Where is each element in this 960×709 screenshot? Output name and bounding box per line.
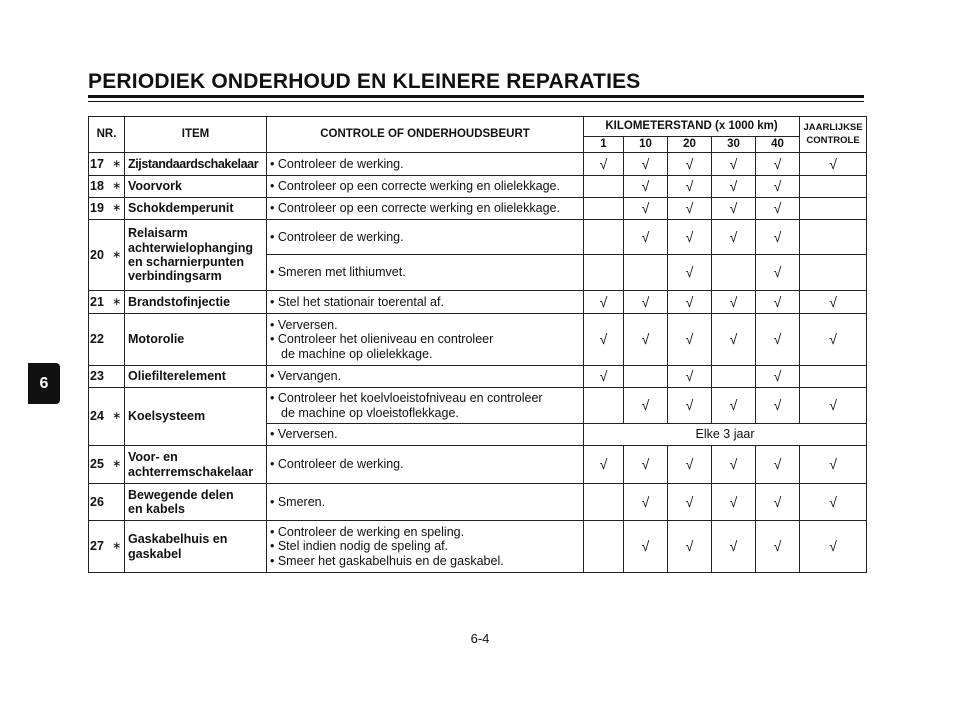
star-mark: ∗	[110, 220, 125, 291]
check-km-20: √	[668, 366, 712, 388]
check-km-30: √	[712, 314, 756, 366]
check-km-40: √	[756, 198, 800, 220]
header-km-1: 1	[584, 137, 624, 153]
check-annual: √	[800, 153, 867, 176]
check-km-10	[624, 255, 668, 291]
check-km-1	[584, 198, 624, 220]
action-text: • Controleer op een correcte werking en olielekkage.	[267, 198, 584, 220]
action-text: • Controleer op een correcte werking en olielekkage.	[267, 176, 584, 198]
check-km-30	[712, 255, 756, 291]
interval-text: Elke 3 jaar	[584, 424, 867, 446]
item-line: en kabels	[128, 502, 185, 516]
action-line: de machine op olielekkage.	[281, 346, 433, 361]
item-name	[125, 220, 267, 291]
header-annual	[800, 117, 867, 153]
check-km-40: √	[756, 220, 800, 255]
check-km-10: √	[624, 388, 668, 424]
star-mark: ∗	[110, 153, 125, 176]
check-km-1: √	[584, 366, 624, 388]
check-km-1	[584, 388, 624, 424]
item-name: Koelsysteem	[125, 388, 267, 446]
header-km-10: 10	[624, 137, 668, 153]
check-annual: √	[800, 484, 867, 521]
page-number: 6-4	[470, 631, 490, 646]
check-annual: √	[800, 446, 867, 484]
check-km-1	[584, 220, 624, 255]
star-mark: ∗	[110, 388, 125, 446]
item-name	[125, 521, 267, 573]
title-rule	[88, 95, 864, 98]
check-km-40: √	[756, 291, 800, 314]
check-km-1: √	[584, 314, 624, 366]
check-km-30: √	[712, 220, 756, 255]
table-row	[89, 521, 867, 573]
action-text: • Verversen.	[267, 424, 584, 446]
check-km-40: √	[756, 388, 800, 424]
item-name	[125, 446, 267, 484]
check-km-30: √	[712, 521, 756, 573]
item-line: Voor- en	[128, 450, 178, 465]
action-text: • Stel het stationair toerental af.	[267, 291, 584, 314]
star-mark: ∗	[110, 446, 125, 484]
check-km-20: √	[668, 255, 712, 291]
item-line: en scharnierpunten	[128, 255, 244, 269]
row-number: 25	[89, 446, 110, 484]
header-km-40: 40	[756, 137, 800, 153]
item-line: achterremschakelaar	[128, 464, 254, 479]
check-km-20: √	[668, 220, 712, 255]
item-name: Oliefilterelement	[125, 366, 267, 388]
item-name: Motorolie	[125, 314, 267, 366]
check-km-30: √	[712, 291, 756, 314]
check-km-10: √	[624, 521, 668, 573]
row-number: 21	[89, 291, 110, 314]
star-mark	[110, 314, 125, 366]
header-annual-line2: CONTROLE	[806, 134, 860, 146]
action-line: • Controleer de werking en speling.	[270, 524, 465, 539]
header-nr: NR.	[89, 117, 125, 153]
star-mark: ∗	[110, 198, 125, 220]
item-name: Schokdemperunit	[125, 198, 267, 220]
star-mark: ∗	[110, 291, 125, 314]
table-row	[89, 446, 867, 484]
star-mark: ∗	[110, 176, 125, 198]
check-km-30: √	[712, 484, 756, 521]
check-annual	[800, 198, 867, 220]
check-km-10	[624, 366, 668, 388]
action-text: • Smeren met lithiumvet.	[267, 255, 584, 291]
check-km-1: √	[584, 291, 624, 314]
check-km-20: √	[668, 176, 712, 198]
check-annual	[800, 366, 867, 388]
table-row	[89, 314, 867, 366]
check-annual	[800, 220, 867, 255]
chapter-tab[interactable]: 6	[28, 363, 60, 404]
check-km-1	[584, 176, 624, 198]
table-row	[89, 198, 867, 220]
check-annual: √	[800, 314, 867, 366]
page-title: PERIODIEK ONDERHOUD EN KLEINERE REPARATIES	[88, 70, 641, 93]
row-number: 23	[89, 366, 110, 388]
check-km-40: √	[756, 314, 800, 366]
item-line: Relaisarm	[128, 226, 188, 241]
action-text	[267, 388, 584, 424]
check-km-20: √	[668, 291, 712, 314]
check-km-40: √	[756, 521, 800, 573]
check-km-40: √	[756, 176, 800, 198]
action-text: • Smeren.	[267, 484, 584, 521]
maintenance-table	[88, 116, 867, 573]
check-km-10: √	[624, 484, 668, 521]
table-row	[89, 153, 867, 176]
star-mark	[110, 484, 125, 521]
check-km-20: √	[668, 198, 712, 220]
check-km-40: √	[756, 446, 800, 484]
item-name: Zijstandaardschakelaar	[125, 153, 267, 176]
action-text: • Controleer de werking.	[267, 153, 584, 176]
action-line: • Smeer het gaskabelhuis en de gaskabel.	[270, 553, 504, 568]
check-km-20: √	[668, 314, 712, 366]
check-km-30: √	[712, 176, 756, 198]
item-line: achterwielophanging	[128, 240, 254, 255]
check-km-10: √	[624, 153, 668, 176]
check-km-1: √	[584, 153, 624, 176]
table-row	[89, 176, 867, 198]
row-number: 26	[89, 484, 110, 521]
action-text: • Controleer de werking.	[267, 220, 584, 255]
item-line: verbindingsarm	[128, 269, 222, 284]
check-km-30	[712, 366, 756, 388]
action-line: • Controleer het olieniveau en controleer	[270, 332, 494, 347]
check-km-30: √	[712, 388, 756, 424]
row-number: 24	[89, 388, 110, 446]
row-number: 22	[89, 314, 110, 366]
check-km-1: √	[584, 446, 624, 484]
title-rule-thin	[88, 101, 864, 102]
header-km-20: 20	[668, 137, 712, 153]
check-annual: √	[800, 388, 867, 424]
item-name	[125, 484, 267, 521]
check-km-40: √	[756, 484, 800, 521]
item-name: Voorvork	[125, 176, 267, 198]
header-annual-line1: JAARLIJKSE	[803, 122, 863, 134]
table-row	[89, 220, 867, 255]
check-km-20: √	[668, 388, 712, 424]
check-annual: √	[800, 291, 867, 314]
row-number: 27	[89, 521, 110, 573]
action-text: • Controleer de werking.	[267, 446, 584, 484]
check-annual	[800, 255, 867, 291]
check-km-1	[584, 484, 624, 521]
star-mark	[110, 366, 125, 388]
check-km-30: √	[712, 198, 756, 220]
row-number: 20	[89, 220, 110, 291]
check-km-1	[584, 521, 624, 573]
check-annual: √	[800, 521, 867, 573]
check-km-40: √	[756, 153, 800, 176]
item-line: Gaskabelhuis en	[128, 532, 228, 547]
action-line: • Verversen.	[270, 317, 338, 332]
table-row	[89, 366, 867, 388]
star-mark: ∗	[110, 521, 125, 573]
check-km-30: √	[712, 446, 756, 484]
header-km-30: 30	[712, 137, 756, 153]
action-line: de machine op vloeistoflekkage.	[281, 405, 459, 420]
item-line: gaskabel	[128, 546, 182, 561]
check-km-10: √	[624, 314, 668, 366]
action-text	[267, 521, 584, 573]
action-text: • Vervangen.	[267, 366, 584, 388]
check-km-20: √	[668, 484, 712, 521]
check-km-10: √	[624, 291, 668, 314]
check-km-10: √	[624, 446, 668, 484]
action-text	[267, 314, 584, 366]
check-km-20: √	[668, 446, 712, 484]
item-name: Brandstofinjectie	[125, 291, 267, 314]
check-km-10: √	[624, 220, 668, 255]
check-km-30: √	[712, 153, 756, 176]
row-number: 18	[89, 176, 110, 198]
action-line: • Controleer het koelvloeistofniveau en controleer	[270, 391, 543, 406]
row-number: 17	[89, 153, 110, 176]
header-odometer: KILOMETERSTAND (x 1000 km)	[584, 117, 800, 137]
check-km-40: √	[756, 366, 800, 388]
check-annual	[800, 176, 867, 198]
item-line: Bewegende delen	[128, 487, 234, 502]
check-km-20: √	[668, 521, 712, 573]
check-km-10: √	[624, 198, 668, 220]
table-row	[89, 388, 867, 424]
action-line: • Stel indien nodig de speling af.	[270, 539, 449, 554]
header-item: ITEM	[125, 117, 267, 153]
row-number: 19	[89, 198, 110, 220]
check-km-40: √	[756, 255, 800, 291]
table-row	[89, 484, 867, 521]
table-row	[89, 291, 867, 314]
check-km-10: √	[624, 176, 668, 198]
check-km-20: √	[668, 153, 712, 176]
check-km-1	[584, 255, 624, 291]
header-control: CONTROLE OF ONDERHOUDSBEURT	[267, 117, 584, 153]
